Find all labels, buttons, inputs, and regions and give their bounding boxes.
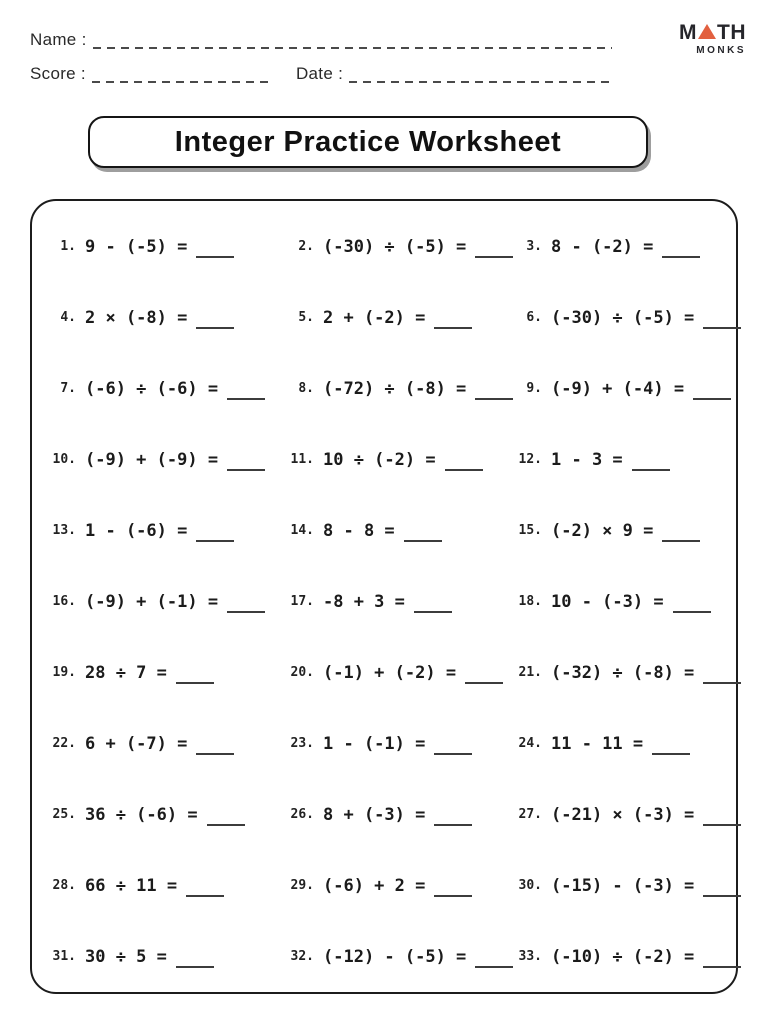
problem-item — [50, 353, 288, 424]
problem-expression: 10 ÷ (-2) = — [323, 449, 436, 470]
problem-number: 31. — [52, 949, 76, 964]
problem-expression: 6 + (-7) = — [85, 733, 188, 754]
problem-number: 13. — [52, 523, 76, 538]
problem-number: 25. — [52, 807, 76, 822]
problem-expression: (-10) ÷ (-2) = — [551, 946, 695, 967]
problem-number: 27. — [518, 807, 542, 822]
problem-expression: 2 × (-8) = — [85, 307, 188, 328]
problem-number: 19. — [52, 665, 76, 680]
answer-blank — [434, 887, 472, 897]
problem-expression: 1 - (-1) = — [323, 733, 426, 754]
problems-sheet — [30, 199, 738, 994]
problem-item — [516, 779, 741, 850]
answer-blank — [652, 745, 690, 755]
problem-item — [516, 708, 741, 779]
problem-number: 29. — [290, 878, 314, 893]
answer-blank — [703, 816, 741, 826]
problem-number: 3. — [526, 239, 542, 254]
logo-subtext: MONKS — [696, 45, 746, 56]
problem-item — [50, 566, 288, 637]
logo-word-m: M — [679, 21, 697, 44]
answer-blank — [196, 319, 234, 329]
problem-item — [50, 921, 288, 992]
problem-number: 33. — [518, 949, 542, 964]
answer-blank — [703, 887, 741, 897]
problem-number: 28. — [52, 878, 76, 893]
problem-item — [50, 708, 288, 779]
problem-number: 12. — [518, 452, 542, 467]
problem-item — [288, 566, 516, 637]
problem-number: 4. — [60, 310, 76, 325]
problem-item — [288, 495, 516, 566]
score-date-row — [30, 60, 612, 84]
problem-number: 16. — [52, 594, 76, 609]
problem-item — [50, 850, 288, 921]
problem-expression: (-9) + (-9) = — [85, 449, 219, 470]
problem-number: 5. — [298, 310, 314, 325]
problem-expression: (-30) ÷ (-5) = — [323, 236, 467, 257]
answer-blank — [176, 674, 214, 684]
problem-item — [50, 495, 288, 566]
problem-item — [516, 921, 741, 992]
answer-blank — [703, 319, 741, 329]
answer-blank — [196, 745, 234, 755]
problem-number: 24. — [518, 736, 542, 751]
problem-number: 6. — [526, 310, 542, 325]
problem-number: 2. — [298, 239, 314, 254]
name-row — [30, 26, 612, 50]
answer-blank — [703, 958, 741, 968]
problem-number: 11. — [290, 452, 314, 467]
problem-expression: (-30) ÷ (-5) = — [551, 307, 695, 328]
problem-expression: 66 ÷ 11 = — [85, 875, 178, 896]
problem-number: 23. — [290, 736, 314, 751]
answer-blank — [703, 674, 741, 684]
problem-number: 30. — [518, 878, 542, 893]
problem-number: 1. — [60, 239, 76, 254]
problem-expression: 36 ÷ (-6) = — [85, 804, 198, 825]
problem-item — [288, 779, 516, 850]
answer-blank — [227, 390, 265, 400]
problem-item — [288, 850, 516, 921]
problem-expression: (-72) ÷ (-8) = — [323, 378, 467, 399]
problem-item — [516, 637, 741, 708]
problem-item — [516, 424, 741, 495]
problem-number: 26. — [290, 807, 314, 822]
problem-number: 18. — [518, 594, 542, 609]
problem-expression: (-6) ÷ (-6) = — [85, 378, 219, 399]
triangle-icon — [698, 24, 716, 39]
problem-item — [288, 211, 516, 282]
answer-blank — [475, 958, 513, 968]
answer-blank — [404, 532, 442, 542]
problem-item — [516, 495, 741, 566]
name-label: Name : — [30, 30, 87, 49]
math-monks-logo — [679, 22, 746, 56]
problem-number: 9. — [526, 381, 542, 396]
problem-expression: 8 + (-3) = — [323, 804, 426, 825]
date-blank-line — [349, 73, 612, 83]
problem-expression: (-15) - (-3) = — [551, 875, 695, 896]
problem-expression: 1 - (-6) = — [85, 520, 188, 541]
problem-expression: (-32) ÷ (-8) = — [551, 662, 695, 683]
problem-expression: 2 + (-2) = — [323, 307, 426, 328]
problem-item — [288, 921, 516, 992]
problem-number: 10. — [52, 452, 76, 467]
answer-blank — [662, 248, 700, 258]
answer-blank — [196, 248, 234, 258]
problem-number: 8. — [298, 381, 314, 396]
answer-blank — [227, 461, 265, 471]
problem-expression: (-12) - (-5) = — [323, 946, 467, 967]
problem-number: 22. — [52, 736, 76, 751]
problem-item — [288, 353, 516, 424]
problem-item — [50, 211, 288, 282]
header-fields — [30, 26, 612, 84]
logo-word-th: TH — [717, 21, 746, 44]
problem-expression: (-2) × 9 = — [551, 520, 654, 541]
answer-blank — [434, 816, 472, 826]
problem-item — [50, 779, 288, 850]
problem-expression: 1 - 3 = — [551, 449, 623, 470]
date-label: Date : — [295, 64, 344, 83]
problem-number: 15. — [518, 523, 542, 538]
problem-item — [516, 850, 741, 921]
problem-number: 21. — [518, 665, 542, 680]
answer-blank — [662, 532, 700, 542]
problem-item — [288, 282, 516, 353]
problem-expression: 8 - (-2) = — [551, 236, 654, 257]
title-box — [88, 116, 648, 168]
problem-number: 32. — [290, 949, 314, 964]
problem-item — [516, 353, 741, 424]
problem-item — [50, 282, 288, 353]
page-title: Integer Practice Worksheet — [174, 125, 562, 158]
answer-blank — [414, 603, 452, 613]
problem-item — [288, 424, 516, 495]
problem-item — [50, 424, 288, 495]
name-blank-line — [93, 39, 612, 49]
answer-blank — [176, 958, 214, 968]
answer-blank — [434, 745, 472, 755]
problem-item — [516, 211, 741, 282]
problem-expression: 9 - (-5) = — [85, 236, 188, 257]
problem-expression: (-6) + 2 = — [323, 875, 426, 896]
problem-number: 7. — [60, 381, 76, 396]
answer-blank — [186, 887, 224, 897]
answer-blank — [465, 674, 503, 684]
answer-blank — [693, 390, 731, 400]
answer-blank — [475, 390, 513, 400]
problem-expression: 11 - 11 = — [551, 733, 644, 754]
problem-expression: (-9) + (-1) = — [85, 591, 219, 612]
problem-expression: 8 - 8 = — [323, 520, 395, 541]
logo-word — [679, 22, 746, 43]
problems-grid — [32, 201, 736, 992]
problem-number: 20. — [290, 665, 314, 680]
problem-item — [288, 637, 516, 708]
answer-blank — [207, 816, 245, 826]
problem-expression: 28 ÷ 7 = — [85, 662, 167, 683]
problem-item — [516, 566, 741, 637]
answer-blank — [632, 461, 670, 471]
problem-expression: 10 - (-3) = — [551, 591, 664, 612]
answer-blank — [196, 532, 234, 542]
problem-expression: -8 + 3 = — [323, 591, 405, 612]
score-blank-line — [92, 73, 272, 83]
problem-expression: (-1) + (-2) = — [323, 662, 457, 683]
problem-expression: (-9) + (-4) = — [551, 378, 685, 399]
problem-item — [50, 637, 288, 708]
problem-item — [516, 282, 741, 353]
answer-blank — [475, 248, 513, 258]
answer-blank — [673, 603, 711, 613]
answer-blank — [227, 603, 265, 613]
score-label: Score : — [30, 64, 86, 83]
answer-blank — [434, 319, 472, 329]
problem-expression: 30 ÷ 5 = — [85, 946, 167, 967]
problem-number: 17. — [290, 594, 314, 609]
problem-number: 14. — [290, 523, 314, 538]
answer-blank — [445, 461, 483, 471]
problem-item — [288, 708, 516, 779]
problem-expression: (-21) × (-3) = — [551, 804, 695, 825]
